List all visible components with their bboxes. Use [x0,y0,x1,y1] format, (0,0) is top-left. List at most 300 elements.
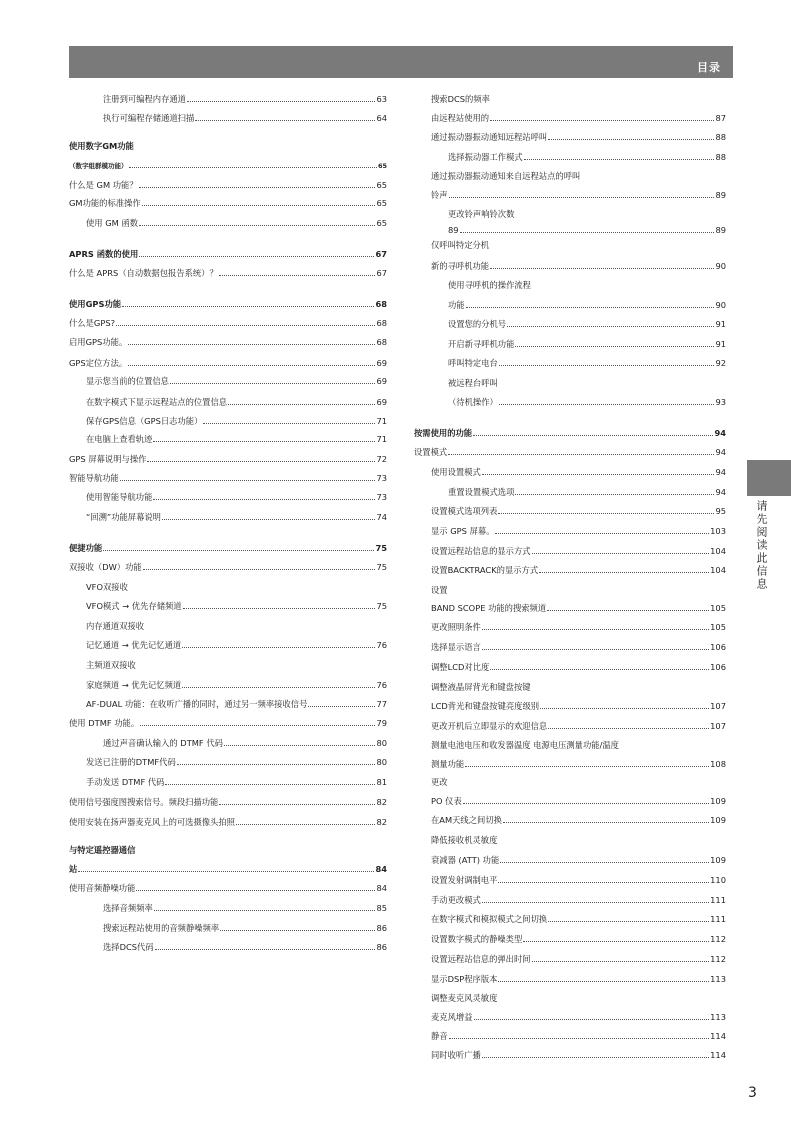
toc-entry-title: 选择DCS代码 [103,942,154,952]
toc-entry [69,561,387,573]
toc-entry-title: 使用GPS功能 [69,299,122,309]
toc-entry-title: 设置数字模式的静噪类型 [431,934,523,944]
toc-entry-page: 89 [715,190,726,200]
toc-entry-title: 开启新寻呼机功能 [448,339,515,349]
toc-entry-title: 设置远程站信息的弹出时间 [431,954,531,964]
toc-entry [69,197,387,209]
toc-entry-page: 80 [376,757,387,767]
toc-entry [69,179,387,191]
toc-leader-dots [153,433,375,442]
toc-entry-title: 使用数字GM功能 [69,141,134,151]
toc-entry [431,189,726,201]
toc-entry-title: VFO模式 → 优先存储频道 [86,601,182,611]
toc-leader-dots [120,472,376,481]
toc-entry [414,446,726,458]
toc-leader-dots [548,913,709,922]
toc-leader-dots [507,318,714,327]
toc-leader-dots [165,776,375,785]
toc-entry-title: 静音 [431,1031,448,1041]
toc-entry [431,953,726,965]
toc-entry [431,973,726,985]
toc-leader-dots [523,933,709,942]
side-tab-marker [747,460,791,496]
toc-entry-title: 调整LCD对比度 [431,662,490,672]
toc-entry-page: 86 [376,942,387,952]
toc-entry [103,737,387,749]
toc-entry-title: 选择显示语言 [431,642,481,652]
toc-entry-title: 智能导航功能 [69,473,119,483]
toc-entry-title: GPS 屏幕说明与操作 [69,454,147,464]
toc-entry [431,641,726,653]
toc-leader-dots [153,491,375,500]
toc-leader-dots [170,375,375,384]
toc-leader-dots [490,260,714,269]
toc-entry-page: 76 [376,640,387,650]
toc-entry-page: 90 [715,261,726,271]
toc-leader-dots [463,795,709,804]
toc-entry-page: 75 [376,601,387,611]
toc-leader-dots [482,621,709,630]
toc-entry-title: 便捷功能 [69,543,103,553]
toc-leader-dots [154,902,376,911]
toc-entry [431,795,726,807]
toc-entry-page: 110 [710,875,726,885]
toc-entry [414,427,726,439]
toc-entry-title: 使用设置模式 [431,467,481,477]
toc-entry [431,933,726,945]
toc-leader-dots [498,505,714,514]
toc-leader-dots [195,112,375,121]
toc-entry [431,602,726,614]
toc-leader-dots [482,641,709,650]
toc-entry [69,267,387,279]
toc-entry [69,882,387,894]
toc-entry-title: 由远程站使用的 [431,113,490,123]
toc-entry-page: 65 [377,162,387,170]
toc-leader-dots [482,466,715,475]
toc-leader-dots [122,298,374,307]
toc-entry-title: 站 [69,864,78,874]
toc-entry [69,844,387,856]
toc-entry [431,834,726,846]
toc-entry [431,564,726,576]
toc-leader-dots [139,248,374,257]
toc-entry-title: 启用GPS功能。 [69,337,128,347]
toc-entry-page: 67 [375,249,387,259]
toc-entry [69,357,387,369]
toc-entry-title: 设置模式选项列表 [431,506,498,516]
toc-entry [69,816,387,828]
toc-entry-page: 75 [375,543,387,553]
toc-entry-title: 按需使用的功能 [414,428,473,438]
toc-entry-title: 通过振动器振动通知来自远程站点的呼叫 [431,171,581,181]
toc-entry-title: 调整麦克风灵敏度 [431,993,498,1003]
toc-entry-page: 91 [715,319,726,329]
toc-entry-page: 63 [376,94,387,104]
toc-entry-title: 与特定遥控器通信 [69,845,136,855]
toc-entry [69,317,387,329]
toc-leader-dots [503,814,709,823]
toc-entry [431,814,726,826]
toc-entry-page: 103 [710,526,726,536]
toc-entry [431,545,726,557]
toc-entry-title: 更改开机后立即显示的欢迎信息 [431,721,548,731]
toc-entry-title: 使用 DTMF 功能。 [69,718,140,728]
toc-entry [86,415,387,427]
toc-entry-title: 铃声 [431,190,448,200]
toc-entry-page: 85 [376,903,387,913]
toc-entry [86,776,387,788]
toc-entry-page: 81 [376,777,387,787]
toc-leader-dots [515,338,714,347]
toc-entry-title: GPS定位方法。 [69,358,128,368]
toc-entry-title: GM功能的标准操作 [69,198,141,208]
toc-leader-dots [182,639,375,648]
toc-entry-title: 在数字模式和模拟模式之间切换 [431,914,548,924]
toc-entry-title: 搜索DCS的频率 [431,94,490,104]
toc-entry-title: 在数字模式下显示远程站点的位置信息 [86,397,228,407]
toc-leader-dots [183,600,376,609]
toc-leader-dots [449,1030,710,1039]
toc-entry-page: 75 [376,562,387,572]
toc-entry-title: 重置设置模式选项 [448,487,515,497]
toc-entry-page: 87 [715,113,726,123]
toc-entry-page: 69 [376,358,387,368]
toc-entry [448,357,726,369]
toc-entry-page: 71 [376,416,387,426]
toc-leader-dots [473,427,713,436]
toc-leader-dots [219,267,376,276]
toc-entry-title: 通过振动器振动通知远程站呼叫 [431,132,548,142]
toc-entry-title: 使用 GM 函数 [86,218,139,228]
toc-entry [431,260,726,272]
toc-entry-title: 使用安装在扬声器麦克风上的可选摄像头拍照 [69,817,235,827]
toc-entry-page: 108 [710,759,726,769]
toc-entry-page: 77 [376,699,387,709]
toc-entry [448,396,726,408]
toc-entry-title: 新的寻呼机功能 [431,261,490,271]
toc-leader-dots [103,542,374,551]
toc-entry-page: 112 [710,934,726,944]
toc-entry-page: 84 [375,864,387,874]
toc-leader-dots [495,525,709,534]
toc-leader-dots [474,1011,710,1020]
toc-entry [448,208,726,220]
toc-leader-dots [448,446,714,455]
toc-entry-page: 74 [376,512,387,522]
toc-entry [448,279,726,291]
toc-entry-page: 65 [376,218,387,228]
toc-entry-title: 家庭频道 → 优先记忆频道 [86,680,182,690]
toc-leader-dots [224,737,376,746]
header-bar [69,46,733,78]
toc-entry-title: 选择振动器工作模式 [448,152,523,162]
toc-entry [431,584,726,596]
toc-entry [103,922,387,934]
toc-leader-dots [136,882,375,891]
toc-leader-dots [308,698,375,707]
toc-leader-dots [128,357,375,366]
toc-leader-dots [155,941,376,950]
toc-entry-title: 更改铃声响铃次数 [448,209,515,219]
toc-entry-title: 显示DSP程序版本 [431,974,498,984]
toc-entry-page: 94 [715,447,726,457]
toc-entry-page: 68 [376,318,387,328]
toc-entry [431,854,726,866]
toc-leader-dots [162,511,375,520]
toc-leader-dots [548,131,714,140]
toc-entry-page: 114 [710,1050,726,1060]
toc-entry [431,720,726,732]
toc-entry [86,698,387,710]
toc-entry [86,217,387,229]
toc-entry-page: 80 [376,738,387,748]
toc-entry [431,170,726,182]
toc-leader-dots [116,317,375,326]
toc-entry-title: 显示 GPS 屏幕。 [431,526,495,536]
toc-entry-page: 82 [376,817,387,827]
toc-leader-dots [449,189,715,198]
toc-entry-page: 89 [715,225,726,235]
toc-entry-page: 111 [710,914,726,924]
toc-entry-title: 注册到可编程内存通道 [103,94,186,104]
toc-entry-title: （待机操作） [448,397,498,407]
toc-entry-page: 65 [376,198,387,208]
toc-entry-page: 67 [376,268,387,278]
toc-leader-dots [499,357,715,366]
toc-entry-title: 什么是 GM 功能？ [69,180,138,190]
toc-leader-dots [220,922,375,931]
toc-leader-dots [460,224,715,233]
toc-entry [431,505,726,517]
toc-entry-title: 主频道双接收 [86,660,136,670]
toc-entry-page: 114 [710,1031,726,1041]
toc-entry-title: 被远程台呼叫 [448,378,498,388]
toc-leader-dots [482,1049,709,1058]
toc-entry [69,140,387,152]
toc-entry-title: 搜索远程站使用的音频静噪频率 [103,923,220,933]
toc-leader-dots [219,796,375,805]
toc-entry-title: 设置发射调制电平 [431,875,498,885]
toc-entry-title: VFO双接收 [86,582,128,592]
toc-entry-page: 104 [710,565,726,575]
toc-entry-page: 73 [376,473,387,483]
toc-entry-title: APRS 函数的使用 [69,249,139,259]
toc-entry [86,756,387,768]
toc-entry-page: 86 [376,923,387,933]
toc-entry-page: 88 [715,132,726,142]
toc-leader-dots [139,179,376,188]
toc-entry-title: 89 [448,225,459,235]
toc-entry [86,375,387,387]
toc-entry [103,93,387,105]
toc-entry-page: 113 [710,974,726,984]
toc-leader-dots [499,396,715,405]
toc-entry-page: 88 [715,152,726,162]
toc-entry-page: 113 [710,1012,726,1022]
toc-entry [431,700,726,712]
toc-entry-title: 双接收（DW）功能 [69,562,142,572]
toc-entry [431,992,726,1004]
toc-entry-page: 107 [710,721,726,731]
toc-leader-dots [498,874,709,883]
toc-entry [69,796,387,808]
toc-entry-title: 保存GPS信息（GPS日志功能） [86,416,203,426]
toc-entry-page: 106 [710,662,726,672]
toc-entry [86,491,387,503]
toc-entry-page: 82 [376,797,387,807]
toc-entry-page: 93 [715,397,726,407]
toc-entry-page: 69 [376,376,387,386]
toc-entry-title: 更改 [431,777,448,787]
toc-entry-title: 衰减器 (ATT) 功能 [431,855,500,865]
toc-entry [431,1011,726,1023]
toc-entry [431,112,726,124]
toc-entry [431,525,726,537]
toc-leader-dots [540,700,709,709]
toc-entry-title: 使用寻呼机的操作流程 [448,280,531,290]
toc-entry-title: 测量电池电压和收发器温度 电源电压测量功能/温度 [431,740,619,750]
toc-entry-title: 通过声音确认输入的 DTMF 代码 [103,738,223,748]
toc-entry [448,377,726,389]
toc-entry-title: 设置 [431,585,448,595]
toc-leader-dots [548,720,709,729]
toc-entry [86,433,387,445]
toc-entry-page: 73 [376,492,387,502]
toc-entry-title: （数字组群模功能） [69,162,128,170]
toc-entry-page: 94 [715,467,726,477]
toc-entry-page: 92 [715,358,726,368]
toc-entry-page: 94 [715,487,726,497]
toc-leader-dots [465,758,709,767]
toc-entry-title: 在AM天线之间切换 [431,815,502,825]
toc-entry [431,776,726,788]
toc-leader-dots [129,159,377,168]
toc-entry [103,941,387,953]
toc-entry-page: 91 [715,339,726,349]
toc-entry-title: 使用音频静噪功能 [69,883,136,893]
toc-entry [448,486,726,498]
toc-entry [86,581,387,593]
toc-entry-page: 84 [376,883,387,893]
toc-entry-title: BAND SCOPE 功能的搜索频道 [431,603,547,613]
toc-entry [69,717,387,729]
toc-entry [448,299,726,311]
toc-entry [431,913,726,925]
side-tab-label: 请先阅读此信息 [755,500,768,591]
toc-entry-page: 94 [714,428,726,438]
toc-entry-title: 选择音频频率 [103,903,153,913]
toc-entry-title: PO 仪表 [431,796,462,806]
toc-leader-dots [203,415,375,424]
toc-entry [431,1049,726,1061]
toc-entry-page: 112 [710,954,726,964]
toc-entry-title: 手动发送 DTMF 代码 [86,777,165,787]
toc-entry [103,902,387,914]
toc-entry [69,453,387,465]
toc-entry-title: 同时收听广播 [431,1050,481,1060]
toc-entry [431,894,726,906]
toc-entry [86,639,387,651]
toc-leader-dots [490,112,714,121]
toc-entry-title: 在电脑上查看轨迹 [86,434,153,444]
header-title: 目录 [697,61,721,74]
toc-entry-title: 发送已注册的DTMF代码 [86,757,176,767]
toc-leader-dots [228,396,375,405]
toc-leader-dots [498,973,709,982]
toc-entry [448,224,726,236]
toc-entry-title: 设置BACKTRACK的显示方式 [431,565,539,575]
toc-leader-dots [78,863,374,872]
toc-leader-dots [539,564,709,573]
toc-entry [69,248,387,260]
toc-entry-page: 68 [375,299,387,309]
toc-entry-title: 设置远程站信息的显示方式 [431,546,531,556]
toc-entry-title: 使用智能导航功能 [86,492,153,502]
toc-entry-page: 104 [710,546,726,556]
toc-entry-page: 105 [710,622,726,632]
toc-entry-title: 设置您的分机号 [448,319,507,329]
toc-entry-page: 109 [710,796,726,806]
toc-entry [431,661,726,673]
toc-entry [86,511,387,523]
toc-entry-title: 降低接收机灵敏度 [431,835,498,845]
toc-entry-title: 设置模式 [414,447,448,457]
toc-entry [69,336,387,348]
toc-entry-page: 79 [376,718,387,728]
toc-entry-page: 111 [710,895,726,905]
toc-leader-dots [236,816,375,825]
toc-entry-page: 69 [376,397,387,407]
toc-entry-page: 71 [376,434,387,444]
toc-leader-dots [187,93,375,102]
toc-entry [431,466,726,478]
toc-entry [431,1030,726,1042]
toc-entry-page: 107 [710,701,726,711]
toc-entry [431,131,726,143]
toc-entry-page: 95 [715,506,726,516]
toc-entry [86,396,387,408]
toc-entry [431,239,726,251]
toc-leader-dots [482,894,709,903]
toc-leader-dots [490,661,709,670]
toc-entry [69,472,387,484]
toc-entry-title: 更改照明条件 [431,622,481,632]
toc-entry-title: AF-DUAL 功能：在收听广播的同时，通过另一频率接收信号 [86,699,308,709]
toc-entry-page: 90 [715,300,726,310]
toc-entry-title: 显示您当前的位置信息 [86,376,169,386]
toc-entry [431,621,726,633]
toc-entry-page: 106 [710,642,726,652]
toc-entry [69,863,387,875]
toc-entry-title: 测量功能 [431,759,465,769]
toc-entry-page: 72 [376,454,387,464]
toc-leader-dots [142,197,376,206]
toc-entry-page: 65 [376,180,387,190]
toc-leader-dots [466,299,715,308]
toc-entry-title: 使用信号强度图搜索信号。频段扫描功能 [69,797,219,807]
toc-entry-page: 105 [710,603,726,613]
toc-entry [431,874,726,886]
toc-entry [448,151,726,163]
toc-leader-dots [140,717,375,726]
toc-entry [86,620,387,632]
toc-leader-dots [532,953,710,962]
toc-entry-title: 功能 [448,300,465,310]
toc-entry-title: LCD背光和键盘按键亮度级别 [431,701,540,711]
toc-entry-title: 仅呼叫特定分机 [431,240,490,250]
toc-entry [448,338,726,350]
